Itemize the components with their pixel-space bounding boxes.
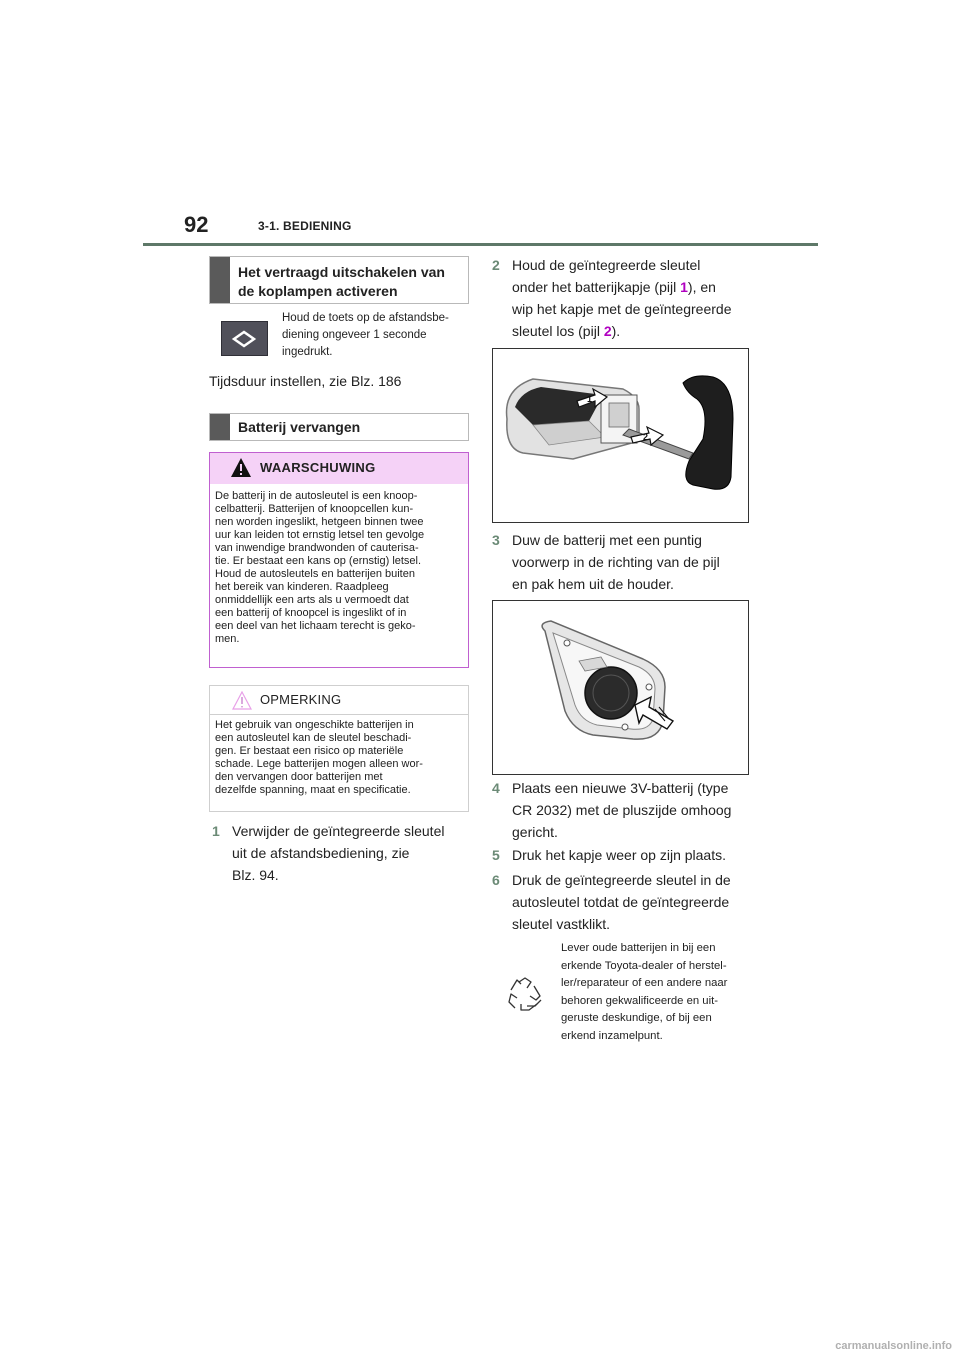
- notice-divider: [210, 714, 468, 715]
- step-line: Druk de geïntegreerde sleutel in de: [512, 872, 731, 888]
- heading-bar: [210, 414, 230, 440]
- warning-line: men.: [215, 633, 240, 645]
- notice-title: OPMERKING: [260, 692, 342, 707]
- recycle-line: geruste deskundige, of bij een: [561, 1012, 712, 1024]
- koplampen-heading: Het vertraagd uitschakelen van de koplampen activeren: [238, 264, 445, 299]
- step-line: gericht.: [512, 824, 558, 840]
- step-line: Verwijder de geïntegreerde sleutel: [232, 823, 445, 839]
- notice-line: een autosleutel kan de sleutel beschadi-: [215, 732, 412, 744]
- recycle-line: behoren gekwalificeerde en uit-: [561, 994, 718, 1007]
- step-line: wip het kapje met de geïntegreerde: [512, 301, 732, 317]
- step-line: [512, 276, 762, 298]
- arrow-ref-2: 2: [603, 323, 612, 339]
- notice-line: den vervangen door batterijen met: [215, 771, 383, 783]
- step-text: onder het batterijkapje (pijl: [512, 279, 681, 295]
- warning-header: [210, 453, 468, 484]
- warning-line: Houd de autosleutels en batterijen buiten: [215, 568, 415, 580]
- step-line: uit de afstandsbediening, zie: [232, 845, 410, 861]
- step-5: [492, 844, 762, 866]
- notice-body: [215, 719, 463, 797]
- step-number: 1: [212, 823, 220, 839]
- koplampen-note-line: diening ongeveer 1 seconde: [282, 329, 427, 341]
- header-rule: [143, 243, 818, 246]
- heading-bar: [210, 257, 230, 303]
- step-line: Druk het kapje weer op zijn plaats.: [512, 847, 726, 863]
- step-line: Houd de geïntegreerde sleutel: [512, 257, 701, 273]
- notice-line: gen. Er bestaat een risico op materiële: [215, 745, 404, 757]
- warning-line: een deel van het lichaam terecht is geko-: [215, 620, 416, 632]
- batterij-heading: Batterij vervangen: [238, 419, 361, 435]
- step-line: Plaats een nieuwe 3V-batterij (type: [512, 780, 729, 796]
- key-cover-illustration: [493, 349, 748, 522]
- figure-key-cover: [492, 348, 749, 523]
- recycle-note: [561, 940, 761, 1045]
- recycle-icon: [505, 976, 545, 1014]
- figure-arrow-label-2: 2: [643, 432, 649, 442]
- koplampen-note-line: ingedrukt.: [282, 346, 333, 358]
- duration-text: Tijdsduur instellen, zie Blz. 186: [209, 373, 402, 389]
- notice-line: Het gebruik van ongeschikte batterijen in: [215, 719, 414, 731]
- warning-line: De batterij in de autosleutel is een knoop-: [215, 490, 418, 502]
- recycle-line: erkend inzamelpunt.: [561, 1029, 663, 1042]
- step-number: 4: [492, 780, 500, 796]
- step-text: ).: [611, 323, 621, 339]
- batterij-heading-box: [209, 413, 469, 441]
- figure-arrow-label-1: 1: [587, 394, 593, 404]
- section-title: 3-1. BEDIENING: [258, 219, 352, 233]
- step-1: [212, 820, 472, 886]
- step-number: 6: [492, 872, 500, 888]
- step-line: sleutel vastklikt.: [512, 916, 611, 932]
- page-number: 92: [184, 212, 209, 237]
- warning-line: uur kan leiden tot ernstig letsel ten gevolge: [215, 529, 425, 541]
- warning-line: onmiddellijk een arts als u vermoedt dat: [215, 594, 409, 606]
- notice-line: schade. Lege batterijen mogen alleen wor-: [215, 758, 423, 770]
- notice-triangle-icon: [232, 691, 252, 710]
- arrow-ref-1: 1: [680, 279, 688, 295]
- warning-line: tie. Er bestaat een kans op (ernstig) letsel.: [215, 555, 422, 567]
- step-text: ), en: [687, 279, 716, 295]
- warning-line: nen worden ingeslikt, hetgeen binnen twee: [215, 516, 424, 528]
- koplampen-heading-box: [209, 256, 469, 304]
- step-6: [492, 869, 762, 935]
- warning-line: het bereik van kinderen. Raadpleeg: [215, 581, 389, 593]
- warning-body: [215, 490, 463, 646]
- recycle-line: Lever oude batterijen in bij een: [561, 942, 716, 954]
- koplampen-note-line: Houd de toets op de afstandsbe-: [282, 312, 449, 324]
- remote-button-illustration: [221, 321, 268, 356]
- step-3: [492, 529, 762, 595]
- step-line: en pak hem uit de houder.: [512, 576, 674, 592]
- step-line: Duw de batterij met een puntig: [512, 532, 702, 548]
- notice-line: dezelfde spanning, maat en specificatie.: [215, 784, 411, 796]
- warning-box: [209, 452, 469, 668]
- warning-triangle-icon: [230, 457, 252, 478]
- step-number: 3: [492, 532, 500, 548]
- figure-battery-holder: [492, 600, 749, 775]
- step-line: CR 2032) met de pluszijde omhoog: [512, 802, 732, 818]
- warning-line: een batterij of knoopcel is ingeslikt of in: [215, 607, 407, 619]
- warning-line: celbatterij. Batterijen of knoopcellen kun-: [215, 503, 414, 515]
- step-number: 5: [492, 847, 500, 863]
- step-4: [492, 777, 762, 843]
- recycle-line: erkende Toyota-dealer of herstel-: [561, 959, 727, 972]
- step-line: Blz. 94.: [232, 867, 279, 883]
- warning-title: WAARSCHUWING: [260, 460, 376, 475]
- watermark: carmanualsonline.info: [835, 1340, 952, 1352]
- warning-line: van inwendige brandwonden of cauterisa-: [215, 542, 419, 554]
- step-line: voorwerp in de richting van de pijl: [512, 554, 720, 570]
- headlight-button-icon: [222, 322, 267, 355]
- koplampen-note: [282, 310, 472, 361]
- step-line: [512, 320, 762, 342]
- step-2: [492, 254, 762, 342]
- recycle-line: ler/reparateur of een andere naar: [561, 977, 728, 989]
- step-number: 2: [492, 257, 500, 273]
- step-text: sleutel los (pijl: [512, 323, 604, 339]
- notice-box: [209, 685, 469, 812]
- battery-holder-illustration: [493, 601, 748, 774]
- step-line: autosleutel totdat de geïntegreerde: [512, 894, 730, 910]
